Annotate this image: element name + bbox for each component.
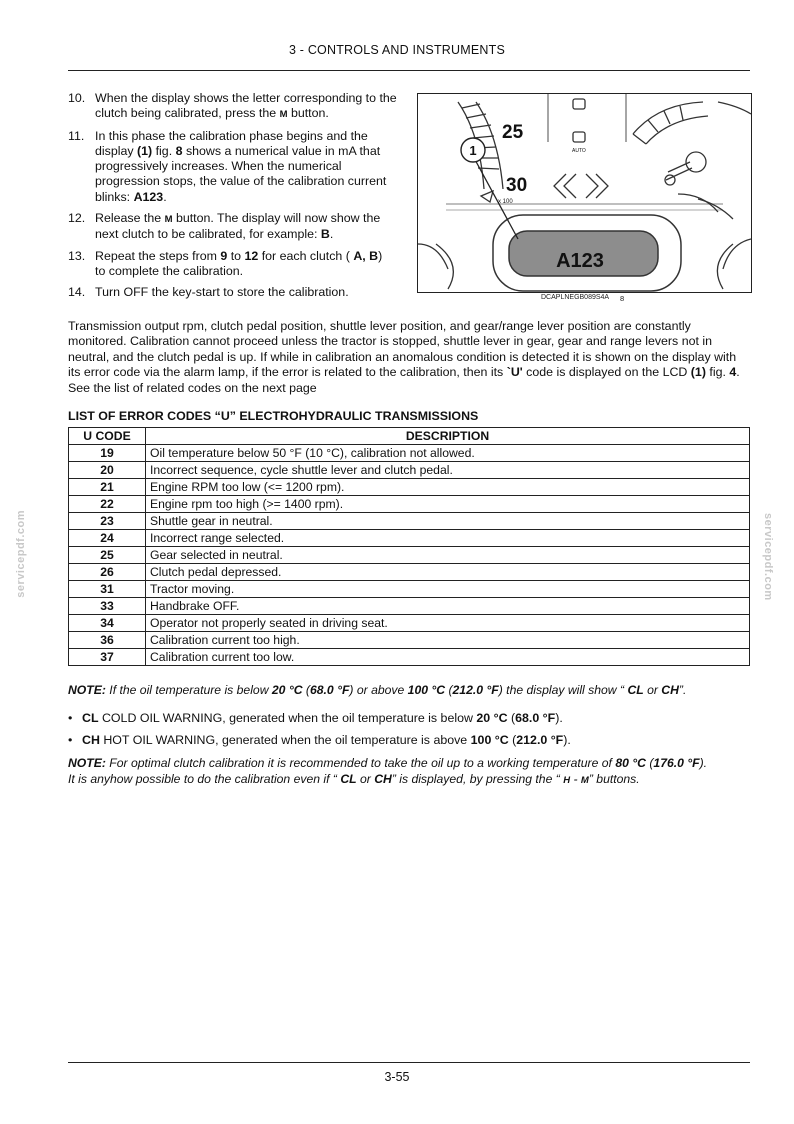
table-row: 23 Shuttle gear in neutral. <box>69 513 750 530</box>
calibration-steps <box>68 91 406 307</box>
column-header-description: DESCRIPTION <box>146 428 750 445</box>
lcd-display-value: A123 <box>556 250 604 272</box>
page-number: 3-55 <box>384 1070 410 1084</box>
table-row: 21 Engine RPM too low (<= 1200 rpm). <box>69 479 750 496</box>
bullet-icon: • <box>68 711 73 725</box>
table-header-row <box>69 428 750 445</box>
watermark-left: servicepdf.com <box>15 510 27 598</box>
callout-label: 1 <box>469 143 477 158</box>
cold-oil-bullet: • CL COLD OIL WARNING, generated when the oil temperature is below 20 °C (68.0 °F). <box>68 711 563 725</box>
step-11: 11. In this phase the calibration phase begins and the display (1) fig. 8 shows a numerical value in mA that progressively increases. When the numerical progression stops, the value of the calibration current blinks: A123. <box>68 128 387 204</box>
table-row: 26 Clutch pedal depressed. <box>69 564 750 581</box>
step-12: 12. Release the M button. The display will now show the next clutch to be calibrated, for example: B. <box>68 211 381 242</box>
instrument-cluster-illustration <box>418 94 751 292</box>
table-row: 31 Tractor moving. <box>69 581 750 598</box>
column-header-code: U CODE <box>69 428 146 445</box>
oil-temperature-note: NOTE: If the oil temperature is below 20 °C (68.0 °F) or above 100 °C (212.0 °F) the display will show “ CL or CH”. <box>68 683 687 697</box>
table-row: 36 Calibration current too high. <box>69 632 750 649</box>
error-codes-heading: LIST OF ERROR CODES “U” ELECTROHYDRAULIC TRANSMISSIONS <box>68 409 479 423</box>
error-codes-table <box>68 427 750 666</box>
auto-label: AUTO <box>572 148 586 154</box>
step-13: 13. Repeat the steps from 9 to 12 for each clutch ( A, B) to complete the calibration. <box>68 248 383 278</box>
speed-bottom-label: 30 <box>506 175 528 196</box>
watermark-right: servicepdf.com <box>762 513 774 601</box>
table-row: 34 Operator not properly seated in driving seat. <box>69 615 750 632</box>
speed-top-label: 25 <box>502 122 524 143</box>
table-row: 22 Engine rpm too high (>= 1400 rpm). <box>69 496 750 513</box>
instrument-cluster-figure <box>417 93 752 293</box>
figure-caption: DCAPLNEGB089S4A <box>541 294 610 301</box>
hot-oil-bullet: • CH HOT OIL WARNING, generated when the oil temperature is above 100 °C (212.0 °F). <box>68 733 571 747</box>
step-14: 14. Turn OFF the key-start to store the calibration. <box>68 285 349 300</box>
table-row: 19 Oil temperature below 50 °F (10 °C), calibration not allowed. <box>69 445 750 462</box>
page-header: 3 - CONTROLS AND INSTRUMENTS <box>288 43 506 57</box>
table-row: 25 Gear selected in neutral. <box>69 547 750 564</box>
footer-rule <box>68 1062 750 1063</box>
monitoring-paragraph: Transmission output rpm, clutch pedal position, shuttle lever position, and gear/range lever position are constantly monitored. Calibration cannot proceed unless the tractor is stopped, shuttle lever in gear, gear and range levers not in neutral, and the clutch pedal is up. If while in calibration an anomalous condition is detected it is shown on the display with its error code via the alarm lamp, if the error is related to the calibration, then its `U' code is displayed on the LCD (1) fig. 4. See the list of related codes on the next page <box>68 319 740 395</box>
table-row: 24 Incorrect range selected. <box>69 530 750 547</box>
table-row: 37 Calibration current too low. <box>69 649 750 666</box>
step-10: 10. When the display shows the letter corresponding to the clutch being calibrated, press the M button. <box>68 91 397 121</box>
calibration-note: NOTE: For optimal clutch calibration it is recommended to take the oil up to a working temperature of 80 °C (176.0 °F). It is anyhow possible to do the calibration even if “ CL or CH” is displayed, by pressing the “ H - M” buttons. <box>68 756 708 786</box>
table-row: 20 Incorrect sequence, cycle shuttle lever and clutch pedal. <box>69 462 750 479</box>
bullet-icon: • <box>68 733 73 747</box>
multiplier-label: x 100 <box>498 199 513 205</box>
header-rule <box>68 70 750 71</box>
figure-number: 8 <box>620 294 625 303</box>
table-row: 33 Handbrake OFF. <box>69 598 750 615</box>
